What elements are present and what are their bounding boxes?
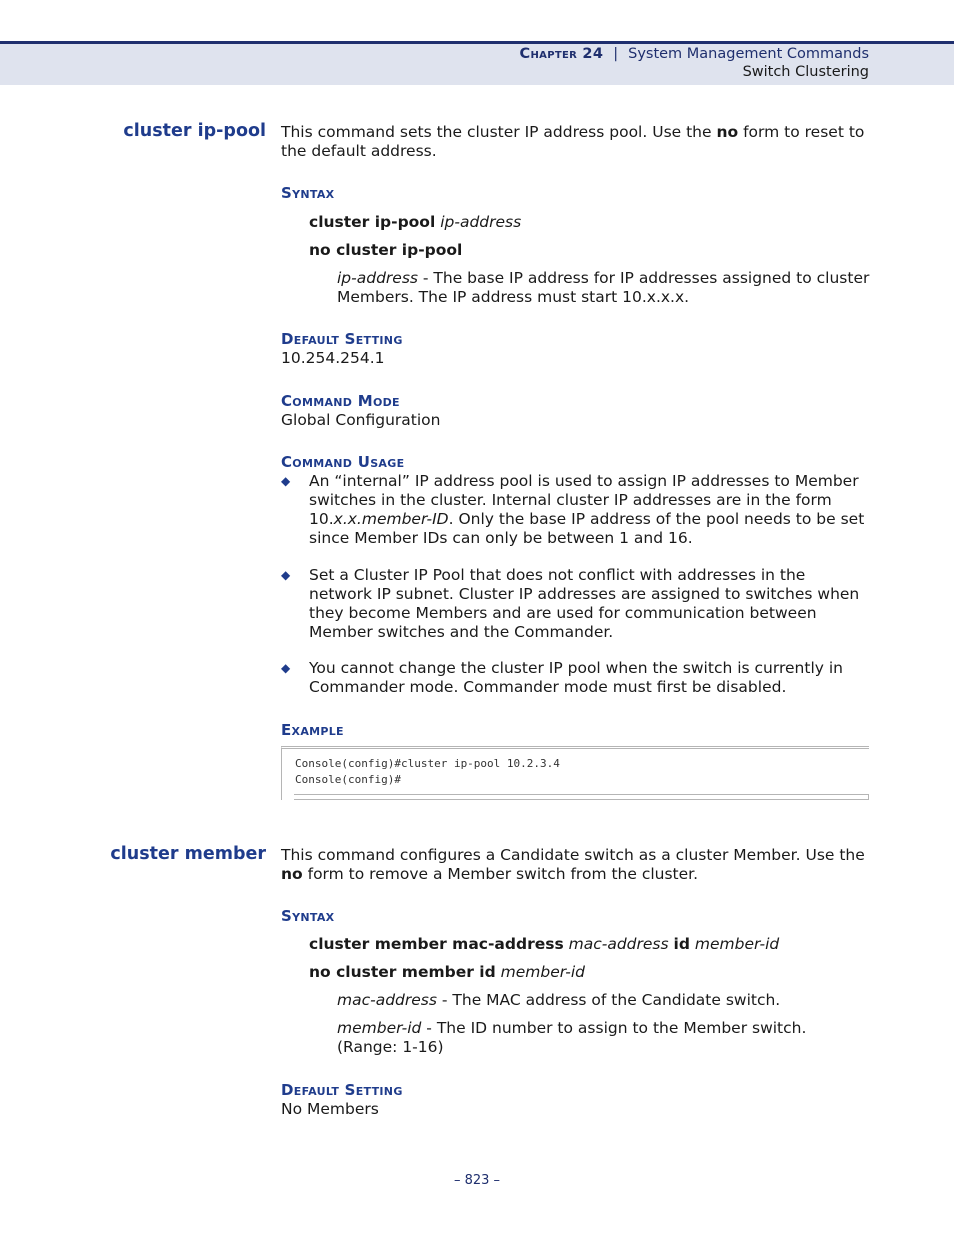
- command-usage-heading: Command Usage: [281, 453, 405, 471]
- default-setting-value: 10.254.254.1: [281, 349, 385, 367]
- param-name: member-id: [337, 1019, 422, 1037]
- syntax-param: mac-address: [568, 935, 669, 953]
- command-mode-value: Global Configuration: [281, 411, 441, 429]
- syntax-keyword: id: [673, 935, 690, 953]
- command-mode-heading: Command Mode: [281, 392, 400, 410]
- header-line-1: [520, 45, 869, 63]
- command-title-cluster-ip-pool: cluster ip-pool: [123, 121, 266, 141]
- desc-text: form to reset to the default address.: [281, 123, 865, 160]
- syntax-line: [309, 935, 871, 954]
- desc-bold: no: [716, 123, 739, 141]
- desc-bold: no: [281, 865, 303, 883]
- syntax-line: [309, 213, 871, 232]
- parameter-description: [337, 991, 871, 1010]
- desc-text: form to remove a Member switch from the cluster.: [302, 865, 699, 883]
- bullet-diamond-icon: ◆: [281, 661, 291, 675]
- syntax-param: member-id: [694, 935, 780, 953]
- syntax-keyword: cluster ip-pool: [309, 213, 436, 231]
- usage-item: Set a Cluster IP Pool that does not conflict with addresses in the network IP subnet. Cluster IP addresses are assigned to switches when they become Members and are used for communication between Member switches and the Commander.: [309, 566, 860, 641]
- section-title: Switch Clustering: [742, 64, 869, 80]
- bullet-diamond-icon: ◆: [281, 474, 291, 488]
- usage-text: An “internal” IP address pool is used to assign IP addresses to Member switches in the cluster. Internal cluster IP addresses are in the form 10.: [309, 472, 859, 528]
- usage-italic: x.x.member-ID: [333, 510, 449, 528]
- syntax-heading: Syntax: [281, 184, 335, 202]
- bullet-diamond-icon: ◆: [281, 568, 291, 582]
- syntax-keyword: cluster member mac-address: [309, 935, 564, 953]
- syntax-keyword: no cluster member id: [309, 963, 496, 981]
- header-separator: |: [613, 46, 619, 62]
- usage-text: . Only the base IP address of the pool needs to be set since Member IDs can only be between 1 and 16.: [309, 510, 865, 547]
- page-number: – 823 –: [453, 1173, 501, 1188]
- command-title-cluster-member: cluster member: [110, 844, 266, 864]
- command-description: [281, 123, 871, 161]
- code-example-box: [281, 746, 869, 800]
- running-header: [520, 45, 869, 81]
- default-setting-value: No Members: [281, 1100, 379, 1118]
- syntax-param: member-id: [500, 963, 585, 981]
- usage-item: You cannot change the cluster IP pool when the switch is currently in Commander mode. Commander mode must first be disabled.: [309, 659, 843, 696]
- param-text: - The ID number to assign to the Member switch. (Range: 1-16): [337, 1019, 807, 1056]
- parameter-description: [337, 269, 871, 307]
- default-setting-heading: Default Setting: [281, 1081, 403, 1099]
- example-heading: Example: [281, 721, 344, 739]
- code-line: Console(config)#cluster ip-pool 10.2.3.4: [295, 757, 560, 770]
- param-name: ip-address: [337, 269, 418, 287]
- syntax-param: ip-address: [440, 213, 522, 231]
- usage-item: [309, 472, 871, 548]
- syntax-keyword: no cluster ip-pool: [309, 241, 463, 259]
- desc-text: This command configures a Candidate switch as a cluster Member. Use the: [281, 846, 865, 864]
- syntax-heading: Syntax: [281, 907, 335, 925]
- default-setting-heading: Default Setting: [281, 330, 403, 348]
- syntax-line: [309, 963, 871, 982]
- syntax-line: [309, 241, 871, 260]
- param-text: - The base IP address for IP addresses assigned to cluster Members. The IP address must start 10.x.x.x.: [337, 269, 870, 306]
- code-line: Console(config)#: [295, 773, 401, 786]
- parameter-description: [337, 1019, 871, 1057]
- desc-text: This command sets the cluster IP address pool. Use the: [281, 123, 717, 141]
- command-description: [281, 846, 871, 884]
- chapter-label: Chapter 24: [519, 46, 604, 62]
- param-name: mac-address: [337, 991, 437, 1009]
- param-text: - The MAC address of the Candidate switch.: [436, 991, 781, 1009]
- code-box-bottom-rule: [294, 794, 869, 800]
- chapter-title: System Management Commands: [628, 46, 869, 62]
